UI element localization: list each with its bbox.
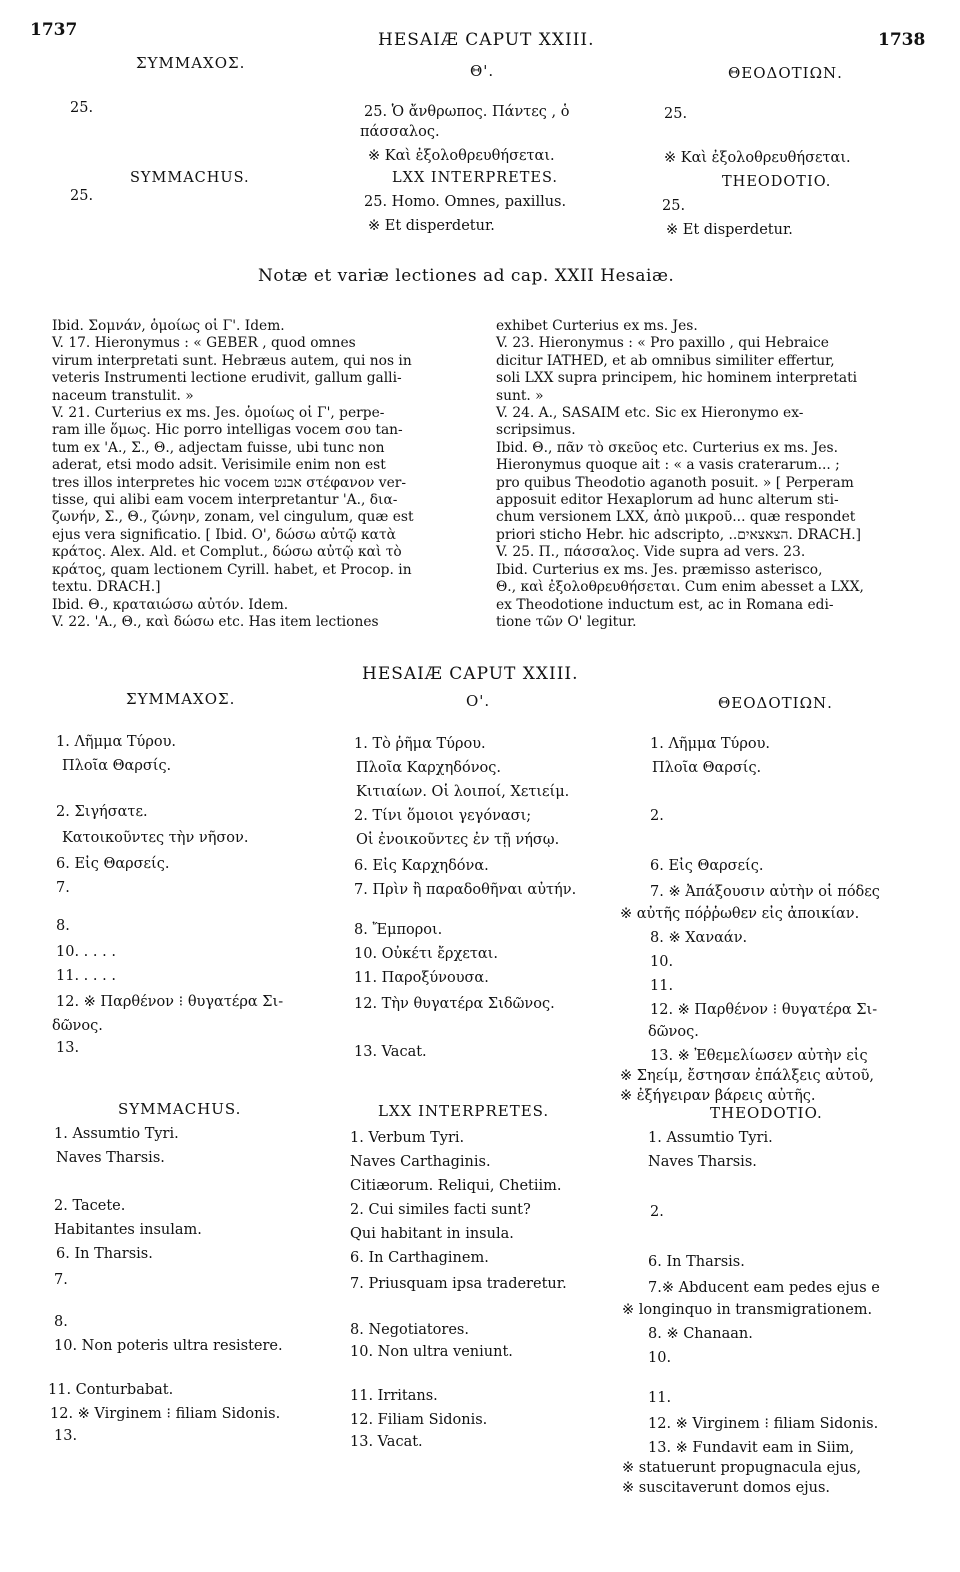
note-line: veteris Instrumenti lectione erudivit, gallum galli- (52, 370, 402, 387)
verse-line: 1. Τὸ ῥῆμα Τύρου. (354, 736, 486, 752)
column-head-symmachus-greek: ΣΥΜΜΑΧΟΣ. (136, 54, 246, 72)
verse-line: 2. (650, 808, 664, 824)
verse-line: 7.※ Abducent eam pedes ejus e (648, 1280, 880, 1296)
note-line: dicitur IATHED, et ab omnibus similiter effertur, (496, 352, 835, 369)
verse-line: Οἱ ἐνοικοῦντες ἐν τῇ νήσῳ. (356, 832, 560, 848)
verse-line: ※ Σηείμ, ἔστησαν ἐπάλξεις αὐτοῦ, (620, 1068, 875, 1084)
verse-line: 10. . . . . (56, 944, 116, 960)
verse-line: 1. Assumtio Tyri. (648, 1130, 773, 1146)
note-line: ejus vera significatio. [ Ibid. Ο', δώσω αὐτῷ κατὰ (52, 526, 396, 543)
running-title: HESAIÆ CAPUT XXIII. (378, 30, 595, 50)
verse-line: 10. (648, 1350, 672, 1366)
verse-line: 7. (56, 880, 70, 896)
verse-line: Citiæorum. Reliqui, Chetiim. (350, 1178, 562, 1194)
note-line: Hieronymus quoque ait : « a vasis craterarum... ; (496, 457, 840, 474)
verse-line: 10. (650, 954, 674, 970)
column-head-lxx: LXX INTERPRETES. (392, 170, 559, 186)
verse-line: 1. Verbum Tyri. (350, 1130, 465, 1146)
note-line: ex Theodotione inductum est, ac in Romana edi- (496, 596, 834, 613)
note-line: pro quibus Theodotio aganoth posuit. » [ Perperam (496, 474, 854, 491)
verse-line: 10. Non ultra veniunt. (350, 1344, 513, 1360)
note-line: sunt. » (496, 387, 544, 404)
verse-line: 13. ※ Fundavit eam in Siim, (648, 1440, 855, 1456)
verse-line: 2. Tacete. (54, 1198, 126, 1214)
verse-line: 1. Λῆμμα Τύρου. (56, 734, 177, 750)
note-line: aderat, etsi modo adsit. Verisimile enim non est (52, 457, 386, 474)
verse-line: ※ αὐτῆς πόῤῥωθεν εἰς ἀποικίαν. (620, 906, 860, 922)
verse-line: Πλοῖα Θαρσίς. (652, 760, 762, 776)
verse-line: ※ Καὶ ἐξολοθρευθήσεται. (368, 148, 555, 164)
note-line: V. 17. Hieronymus : « GEBER , quod omnes (52, 335, 356, 352)
column-head-theta: Θ'. (470, 62, 495, 80)
notes-column-right (496, 318, 864, 631)
verse-line: 6. In Tharsis. (56, 1246, 153, 1262)
note-line: ζωνήν, Σ., Θ., ζώνην, zonam, vel cingulum, quæ est (52, 509, 414, 526)
verse-line: Habitantes insulam. (54, 1222, 202, 1238)
verse-line: 2. Σιγήσατε. (56, 804, 148, 820)
note-line: soli LXX supra principem, hic hominem interpretati (496, 370, 858, 387)
verse-line: 7. ※ Ἀπάξουσιν αὐτὴν οἱ πόδες (650, 884, 880, 900)
note-line: Ibid. Curterius ex ms. Jes. præmisso asterisco, (496, 561, 823, 578)
verse-line: 6. Εἰς Καρχηδόνα. (354, 858, 489, 874)
column-head-theodotio-latin: THEODOTIO. (710, 1104, 823, 1122)
verse-line: 12. ※ Virginem ⁝ filiam Sidonis. (50, 1406, 281, 1422)
note-line: ram ille ὅμως. Hic porro intelligas vocem σου tan- (52, 422, 403, 439)
verse-line: 6. In Tharsis. (648, 1254, 745, 1270)
verse-line: Πλοῖα Θαρσίς. (62, 758, 172, 774)
verse-line: 12. Τὴν θυγατέρα Σιδῶνος. (354, 996, 555, 1012)
verse-line: 8. (54, 1314, 68, 1330)
verse-line: ※ ἐξήγειραν βάρεις αὐτῆς. (620, 1088, 816, 1104)
note-line: textu. DRACH.] (52, 579, 161, 596)
verse-line: 13. (56, 1040, 80, 1056)
note-line: exhibet Curterius ex ms. Jes. (496, 318, 698, 334)
column-head-symmachus-latin: SYMMACHUS. (118, 1100, 242, 1118)
verse-line: 13. Vacat. (354, 1044, 427, 1060)
note-line: κράτος. Alex. Ald. et Complut., δώσω αὐτῷ καὶ τὸ (52, 544, 402, 561)
note-line: Ibid. Σομνάν, ὁμοίως οἱ Γ'. Idem. (52, 318, 285, 334)
verse-line: 7. Priusquam ipsa traderetur. (350, 1276, 567, 1292)
verse-line: 1. Assumtio Tyri. (54, 1126, 179, 1142)
verse-line: 10. Οὐκέτι ἔρχεται. (354, 946, 498, 962)
verse-line: Naves Tharsis. (648, 1154, 757, 1170)
verse-line: δῶνος. (52, 1018, 103, 1034)
note-line: naceum transtulit. » (52, 387, 194, 404)
verse-line: 2. Cui similes facti sunt? (350, 1202, 531, 1218)
verse-line: 8. Ἔμποροι. (354, 922, 443, 938)
note-line: V. 21. Curterius ex ms. Jes. ὁμοίως οἱ Γ', perpe- (52, 405, 385, 422)
verse-line: 11. Conturbabat. (48, 1382, 174, 1398)
verse-line: 12. ※ Virginem ⁝ filiam Sidonis. (648, 1416, 879, 1432)
verse-number: 25. (70, 100, 94, 116)
verse-line: πάσσαλος. (360, 124, 440, 140)
verse-line: Κιτιαίων. Οἱ λοιποί, Χετιείμ. (356, 784, 570, 800)
verse-line: 8. ※ Χαναάν. (650, 930, 748, 946)
verse-line: 1. Λῆμμα Τύρου. (650, 736, 771, 752)
section-title: HESAIÆ CAPUT XXIII. (362, 664, 579, 684)
note-line: tione τῶν Ο' legitur. (496, 613, 637, 630)
verse-line: ※ longinquo in transmigrationem. (622, 1302, 873, 1318)
verse-line: ※ Et disperdetur. (666, 222, 793, 238)
column-head-theodotion-greek: ΘΕΟΔΟΤΙΩΝ. (728, 64, 843, 82)
column-head-theodotion: ΘΕΟΔΟΤΙΩΝ. (718, 694, 833, 712)
verse-line: Πλοῖα Καρχηδόνος. (356, 760, 502, 776)
column-head-symmachus: ΣΥΜΜΑΧΟΣ. (126, 690, 236, 708)
verse-number: 25. (662, 198, 686, 214)
verse-line: 11. Irritans. (350, 1388, 438, 1404)
verse-line: 11. Παροξύνουσα. (354, 970, 489, 986)
note-line: tisse, qui alibi eam vocem interpretantur 'Α., δια- (52, 492, 398, 509)
note-line: virum interpretati sunt. Hebræus autem, qui nos in (52, 352, 412, 369)
verse-line: 10. Non poteris ultra resistere. (54, 1338, 283, 1354)
verse-line: 8. Negotiatores. (350, 1322, 469, 1338)
verse-line: 2. Τίνι ὅμοιοι γεγόνασι; (354, 808, 532, 824)
verse-line: 11. (648, 1390, 672, 1406)
column-head-lxx-latin: LXX INTERPRETES. (378, 1102, 550, 1120)
verse-number: 25. (664, 106, 688, 122)
note-line: V. 24. A., SASAIM etc. Sic ex Hieronymo ex- (496, 405, 804, 422)
verse-line: 6. Εἰς Θαρσείς. (56, 856, 170, 872)
verse-line: 8. (56, 918, 70, 934)
verse-line: ※ Et disperdetur. (368, 218, 495, 234)
note-line: V. 25. Π., πάσσαλος. Vide supra ad vers. 23. (496, 544, 806, 561)
verse-line: 12. ※ Παρθένον ⁝ θυγατέρα Σι- (650, 1002, 878, 1018)
note-line: Θ., καὶ ἐξολοθρευθήσεται. Cum enim abesset a LXX, (496, 579, 864, 596)
verse-line: ※ suscitaverunt domos ejus. (622, 1480, 831, 1496)
note-line: V. 23. Hieronymus : « Pro paxillo , qui Hebraice (496, 335, 829, 352)
verse-line: δῶνος. (648, 1024, 699, 1040)
verse-number: 25. (70, 188, 94, 204)
note-line: Ibid. Θ., κραταιώσω αὐτόν. Idem. (52, 596, 289, 613)
verse-line: 6. Εἰς Θαρσείς. (650, 858, 764, 874)
verse-line: 11. . . . . (56, 968, 116, 984)
verse-line: 7. Πρὶν ἢ παραδοθῆναι αὐτήν. (354, 882, 577, 898)
note-line: chum versionem LXX, ἀπὸ μικροῦ... quæ respondet (496, 509, 856, 526)
notes-column-left (52, 318, 414, 631)
verse-line: 25. Ὁ ἄνθρωπος. Πάντες , ὁ (364, 104, 570, 120)
verse-line: 12. Filiam Sidonis. (350, 1412, 488, 1428)
note-line: tres illos interpretes hic vocem אבנט στέφανον ver- (52, 474, 407, 491)
verse-line: 13. Vacat. (350, 1434, 423, 1450)
note-line: Ibid. Θ., πᾶν τὸ σκεῦος etc. Curterius ex ms. Jes. (496, 439, 838, 456)
verse-line: 7. (54, 1272, 68, 1288)
verse-line: Qui habitant in insula. (350, 1226, 514, 1242)
page-number-left: 1737 (30, 20, 78, 40)
column-head-theodotio-latin: THEODOTIO. (722, 174, 832, 190)
note-line: tum ex 'Α., Σ., Θ., adjectam fuisse, ubi tunc non (52, 439, 385, 456)
note-line: scripsimus. (496, 422, 576, 439)
verse-line: 6. In Carthaginem. (350, 1250, 489, 1266)
verse-line: Naves Carthaginis. (350, 1154, 491, 1170)
verse-line: ※ statuerunt propugnacula ejus, (622, 1460, 862, 1476)
verse-line: 13. (54, 1428, 78, 1444)
page-number-right: 1738 (878, 30, 926, 50)
verse-line: 11. (650, 978, 674, 994)
note-line: priori sticho Hebr. hic adscripto, ..הצאצאים. DRACH.] (496, 526, 862, 543)
verse-line: 13. ※ Ἐθεμελίωσεν αὐτὴν εἰς (650, 1048, 868, 1064)
verse-line: ※ Καὶ ἐξολοθρευθήσεται. (664, 150, 851, 166)
notes-title: Notæ et variæ lectiones ad cap. XXII Hesaiæ. (258, 266, 675, 286)
note-line: V. 22. 'Α., Θ., καὶ δώσω etc. Has item lectiones (52, 613, 379, 630)
column-head-symmachus-latin: SYMMACHUS. (130, 170, 250, 186)
note-line: apposuit editor Hexaplorum ad hunc alterum sti- (496, 492, 839, 509)
verse-line: Κατοικοῦντες τὴν νῆσον. (62, 830, 249, 846)
verse-line: Naves Tharsis. (56, 1150, 165, 1166)
column-head-omicron: Ο'. (466, 692, 491, 710)
note-line: κράτος, quam lectionem Cyrill. habet, et Procop. in (52, 561, 412, 578)
verse-line: 2. (650, 1204, 664, 1220)
verse-line: 25. Homo. Omnes, paxillus. (364, 194, 567, 210)
verse-line: 12. ※ Παρθένον ⁝ θυγατέρα Σι- (56, 994, 284, 1010)
verse-line: 8. ※ Chanaan. (648, 1326, 753, 1342)
